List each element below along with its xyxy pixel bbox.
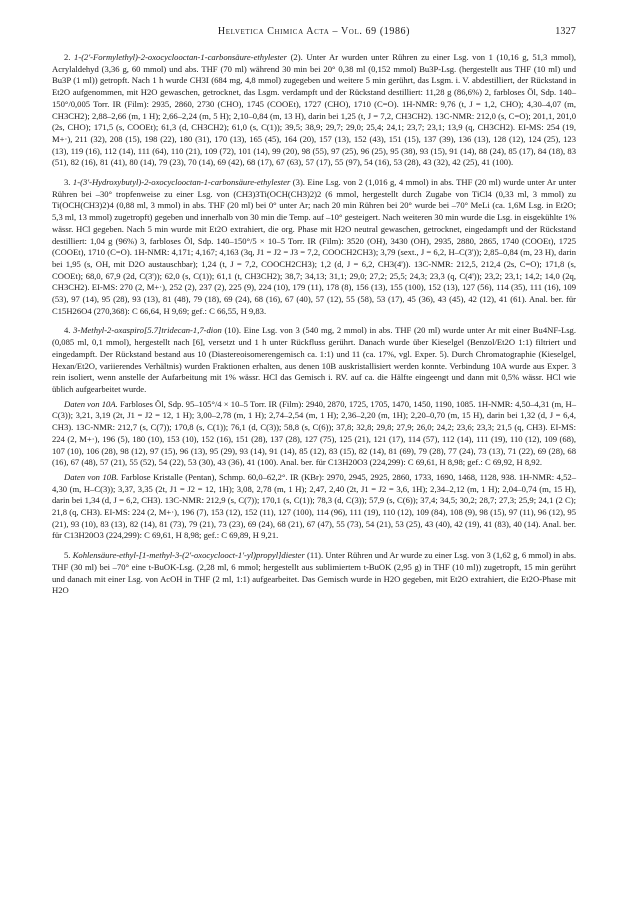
running-head xyxy=(52,26,576,42)
journal-page xyxy=(52,26,576,605)
body-text xyxy=(52,52,576,597)
paragraph-compound-3 xyxy=(52,177,576,317)
experimental-text: Farblose Kristalle (Pentan), Schmp. 60,0–62,2°. IR (KBr): 2970, 2945, 2925, 2860, 1733, 1690, 1468, 1128, 938. 1H-NMR: 4,52–4,30 (m, H–C(3)); 3,37, 3,35 (2t, J1 = J2 = 12, 1H); 3,08, 2,78 (m, 1 H); 2,47, 2,40 (2t, J1 = J2 = 3,6, 1H); 2,34–2,12 (m, 1 H); 2,04–0,74 (m, 15 H), darin bei 1,34 (d, J = 6,2, CH3). 13C-NMR: 212,9 (s, C(7)); 170,1 (s, C(1)); 78,3 (d, C(3)); 57,9 (s, C(6)); 37,4; 34,5; 30,2; 28,7; 27,3; 25,9; 24,1 (2 C); 21,8 (q, CH3). EI-MS: 224 (2, M+·), 196 (7), 153 (12), 152 (11), 127 (100), 114 (96), 111 (19), 110 (12), 109 (84), 108 (9), 98 (15), 97 (11), 96 (12), 95 (21), 93 (10), 83 (13), 82 (14), 81 (73), 79 (21), 73 (23), 69 (24), 68 (21), 67 (47), 55 (73), 54 (21), 53 (25), 43 (40), 42 (19), 41 (83), 40 (14). Anal. ber. für C13H20O3 (224,299): C 69,61, H 8,98; gef.: C 69,89, H 9,21. xyxy=(52,471,576,541)
item-number: 2. xyxy=(64,52,75,62)
compound-title: 3-Methyl-2-oxaspiro[5.7]tridecan-1,7-dion xyxy=(73,325,222,336)
experimental-text: (2). Unter Ar wurden unter Rühren zu einer Lsg. von 1 (10,16 g, 51,3 mmol), Acrylaldehyd (3,36 g, 60 mmol) und abs. THF (70 ml) während 30 min bei 20° 0,38 ml (0,152 mmol) Bu3P-Lsg. (hergestellt aus THF (10 ml) und Bu3P (1 ml)) getropft. Nach 1 h wurde CH3I (684 mg, 4,8 mmol) zugegeben und weitere 5 min gerührt, das Lsgm. i. V. abdestilliert, der Rückstand in Et2O aufgenommen, mit H2O gewaschen, getrocknet, das Lsgm. verdampft und der Rückstand destilliert: 11,28 g (86,6%) 2, farbloses Öl, Sdp. 140–150°/0,005 Torr. IR (Film): 2935, 2860, 2730 (CHO), 1745 (COOEt), 1727 (CHO), 1710 (C=O). 1H-NMR: 9,76 (t, J = 1,2, CHO); 4,30–4,07 (m, CH3CH2); 2,88–2,66 (m, 1 H); 2,66–2,24 (m, 5 H); 2,10–0,84 (m, 13 H), darin bei 1,25 (t, J = 7,2, CH3CH2). 13C-NMR: 212,0 (s, C=O); 201,1, 201,0 (2s, CHO); 171,5 (s, COOEt); 61,3 (d, CH3CH2); 61,0 (s, C(1)); 39,5; 38,9; 29,7; 29,0; 25,4; 24,1; 23,7; 23,1; 13,9 (q, CH3CH2). EI-MS: 254 (19, M+·), 211 (32), 208 (15), 198 (22), 180 (31), 170 (13), 165 (45), 164 (20), 157 (13), 152 (43), 151 (15), 137 (39), 136 (13), 128 (12), 124 (25), 123 (13), 119 (16), 112 (14), 111 (64), 110 (21), 109 (72), 101 (14), 99 (20), 98 (55), 97 (25), 96 (25), 95 (38), 93 (15), 91 (14), 88 (24), 85 (17), 84 (18), 83 (51), 82 (16), 81 (41), 80 (14), 79 (23), 70 (14), 69 (42), 68 (17), 67 (63), 57 (17), 55 (97), 54 (16), 53 (28), 43 (32), 42 (25), 41 (100). xyxy=(52,52,577,168)
experimental-text: (10). Eine Lsg. von 3 (540 mg, 2 mmol) in abs. THF (20 ml) wurde unter Ar mit einer Bu4NF-Lsg. (0,085 ml, 0,1 mmol), hergestellt nach [6], versetzt und 1 h unter Rückfluss gerührt. Danach wurde über Kieselgel (Benzol/Et2O 1:1) filtriert und eingedampft. Der Rückstand bestand aus 10 (Diastereoisomerengemisch ca. 1:1) und 11 (ca. 17%, vgl. Exper. 5). Durch Chromatographie (Kieselgel, Hexan/Et2O, variierendes Verhältnis) wurden Fraktionen erhalten, aus denen 10B auskristallisiert werden konnte. Verbindung 10A wurde aus Exper. 3 rein isoliert, wenn anstelle der Aufarbeitung mit 1% wässr. HCl das Gemisch i. RV. auf ca. die Hälfte eingeengt und dann mit 0,5% wässr. HCl wie üblich aufgearbeitet wurde. xyxy=(52,325,577,394)
item-number: 5. xyxy=(64,550,73,561)
paragraph-data-10b xyxy=(52,472,576,542)
compound-title: 1-(2'-Formylethyl)-2-oxocyclooctan-1-carbonsäure-ethylester xyxy=(74,52,287,62)
compound-title: Kohlensäure-ethyl-[1-methyl-3-(2'-oxocyclooct-1'-yl)propyl]diester xyxy=(72,550,305,561)
paragraph-compound-11 xyxy=(52,550,576,597)
item-number: 4. xyxy=(64,325,74,336)
experimental-text: (3). Eine Lsg. von 2 (1,016 g, 4 mmol) in abs. THF (20 ml) wurde unter Ar unter Rühren bei –30° tropfenweise zu einer Lsg. von (CH3)3Ti(OCH(CH3)2)2 (6 mmol, hergestellt durch Zugabe von TiCl4 (0,33 ml, 3 mmol) zu Ti(OCH(CH3)2)4 (0,88 ml, 3 mmol) in abs. THF (20 ml) bei 0° unter Ar; nach 20 min Rühren bei 20° wurde bei –70° MeLi (ca. 1,6M Lsg. in Et2O; 5,3 ml, 13 mmol) zugetropft) gegeben und innerhalb von 30 min die Temp. auf –10° gesteigert. Nach weiteren 30 min wurde die Lsg. in eisgekühlte 1% wässr. HCl gegeben. Nach 5 min wurde mit Et2O extrahiert, die org. Phase mit H2O neutral gewaschen, getrocknet, eingedampft und der Rückstand destilliert: 1,04 g (96%) 3, farbloses Öl, Sdp. 140–150°/5 × 10–5 Torr. IR (Film): 3520 (OH), 3430 (OH), 2935, 2880, 2865, 1740 (COOEt), 1725 (COOEt), 1710 (C=O). 1H-NMR: 4,171; 4,167; 4,163 (3q, J1 = J2 = J3 = 7,2, COOCH2CH3); 3,79 (sext., J = 6,2, H–C(3')); 2,85–0,84 (m, 23 H), darin bei 1,95 (s, OH, mit D2O austauschbar); 1,24 (t, J = 7,2, COOCH2CH3); 1,2 (d, J = 6,2, CH3(4')). 13C-NMR: 212,5, 212,4 (2s, C=O); 171,8 (s, COOEt); 68,0, 67,9 (2d, C(3')); 62,0 (s, C(1)); 61,1 (t, CH3CH2); 38,7; 34,13; 31,1; 29,0; 27,2; 25,5; 24,3; 23,3 (q, C(4')); 23,2; 23,1; 14,2; 14,0 (2q, CH3CH2). EI-MS: 270 (2, M+·), 252 (2), 237 (2), 225 (9), 224 (10), 179 (11), 178 (8), 156 (13), 155 (100), 152 (13), 127 (56), 114 (35), 111 (16), 109 (53), 97 (14), 95 (28), 93 (13), 81 (48), 79 (18), 69 (24), 68 (16), 67 (40), 57 (12), 55 (58), 53 (17), 45 (36), 43 (45), 42 (12), 41 (61). Anal. ber. für C15H26O4 (270,368): C 66,64, H 9,69; gef.: C 66,55, H 9,83. xyxy=(52,177,576,316)
experimental-text: Farbloses Öl, Sdp. 95–105°/4 × 10–5 Torr. IR (Film): 2940, 2870, 1725, 1705, 1470, 1450, 1190, 1085. 1H-NMR: 4,50–4,31 (m, H–C(3)); 3,21, 3,19 (2t, J1 = J2 = 12, 1 H); 3,00–2,78 (m, 1 H); 2,74–2,54 (m, 1 H); 2,36–2,20 (m, 1H); 2,20–0,70 (m, 15 H), darin bei 1,32 (d, J = 6,4, CH3). 13C-NMR: 212,7 (s, C(7)); 170,8 (s, C(1)); 76,1 (d, C(3)); 58,8 (s, C(6)); 37,8; 32,8; 29,8; 27,9; 26,0; 24,2; 23,6; 23,3; 21,5 (q, CH3). EI-MS: 224 (2, M+·), 196 (5), 180 (10), 153 (10), 152 (16), 151 (28), 137 (28), 127 (75), 125 (21), 121 (17), 114 (57), 112 (14), 111 (19), 110 (12), 109 (68), 107 (10), 106 (28), 98 (12), 97 (15), 96 (13), 95 (29), 93 (14), 91 (14), 85 (12), 83 (15), 82 (14), 81 (69), 79 (28), 77 (24), 73 (13), 71 (22), 69 (28), 68 (16), 67 (48), 57 (21), 55 (52), 54 (22), 53 (30), 43 (36), 41 (100). Anal. ber. für C13H20O3 (224,299): C 69,61, H 8,98; gef.: C 69,92, H 8,92. xyxy=(52,398,576,468)
paragraph-compound-10 xyxy=(52,325,576,395)
journal-title: Helvetica Chimica Acta – Vol. 69 (1986) xyxy=(217,26,411,37)
page-number: 1327 xyxy=(555,26,576,37)
experimental-text: (11). Unter Rühren und Ar wurde zu einer Lsg. von 3 (1,62 g, 6 mmol) in abs. THF (30 ml) bei –70° eine t-BuOK-Lsg. (2,28 ml, 6 mmol; hergestellt aus sublimiertem t-BuOK (2,95 g) in THF (10 ml)) zugetropft, 15 min gerührt und danach mit einer Lsg. von AcOH in THF (2 ml, 1:1) aufgearbeitet. Das Gemisch wurde in H2O gegeben, mit Et2O extrahiert, die Et2O-Phase mit H2O xyxy=(52,550,577,596)
data-heading: Daten von 10B. xyxy=(64,471,119,482)
compound-title: 1-(3'-Hydroxybutyl)-2-oxocyclooctan-1-carbonsäure-ethylester xyxy=(72,177,291,188)
paragraph-data-10a xyxy=(52,399,576,469)
paragraph-compound-2 xyxy=(52,52,576,169)
data-heading: Daten von 10A. xyxy=(64,398,118,409)
item-number: 3. xyxy=(64,177,73,188)
